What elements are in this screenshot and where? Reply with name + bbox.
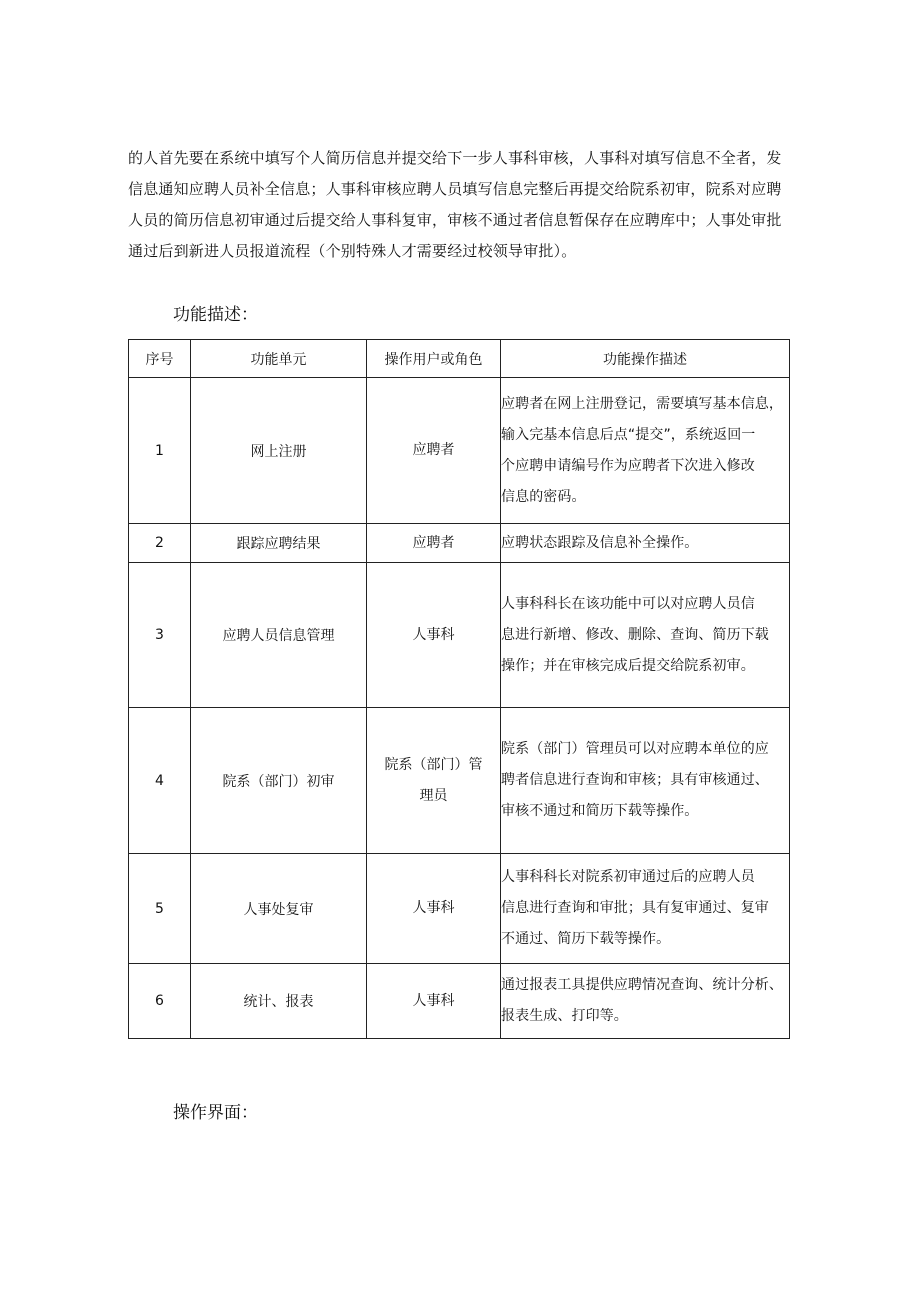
row-role — [367, 524, 501, 563]
desc-line: 院系（部门）管理员可以对应聘本单位的应 — [501, 741, 769, 757]
desc-line: 人事科科长对院系初审通过后的应聘人员 — [501, 869, 755, 885]
desc-line: 人事科科长在该功能中可以对应聘人员信 — [501, 595, 755, 612]
row-desc — [501, 378, 790, 524]
function-description-heading: 功能描述： — [173, 305, 258, 325]
row-role — [367, 378, 501, 524]
table-row — [129, 563, 790, 708]
desc-line: 输入完基本信息后点“提交”，系统返回一 — [501, 426, 756, 443]
role-line: 人事科 — [412, 900, 455, 916]
table-row — [129, 708, 790, 854]
intro-paragraph — [128, 143, 793, 267]
row-desc — [501, 524, 790, 563]
row-no: 3 — [129, 563, 191, 708]
role-line: 人事科 — [412, 626, 455, 643]
row-desc — [501, 563, 790, 708]
row-unit: 应聘人员信息管理 — [191, 563, 367, 708]
row-role — [367, 563, 501, 708]
row-unit: 网上注册 — [191, 378, 367, 524]
row-no: 5 — [129, 854, 191, 964]
desc-line: 应聘状态跟踪及信息补全操作。 — [501, 534, 699, 551]
role-line: 理员 — [419, 787, 448, 804]
row-desc — [501, 854, 790, 964]
row-role — [367, 964, 501, 1039]
role-line: 院系（部门）管 — [384, 756, 483, 773]
table-row — [129, 964, 790, 1039]
desc-line: 聘者信息进行查询和审核；具有审核通过、 — [501, 772, 769, 788]
row-role — [367, 708, 501, 854]
desc-line: 应聘者在网上注册登记，需要填写基本信息， — [501, 395, 783, 412]
role-line: 人事科 — [412, 992, 455, 1009]
desc-line: 报表生成、打印等。 — [501, 1008, 628, 1024]
function-table — [128, 339, 790, 1039]
row-role — [367, 854, 501, 964]
table-row — [129, 524, 790, 563]
table-row — [129, 378, 790, 524]
desc-line: 个应聘申请编号作为应聘者下次进入修改 — [501, 457, 755, 474]
header-unit: 功能单元 — [191, 340, 367, 378]
header-desc: 功能操作描述 — [501, 340, 790, 378]
row-no: 4 — [129, 708, 191, 854]
table-row — [129, 854, 790, 964]
row-unit: 院系（部门）初审 — [191, 708, 367, 854]
header-no: 序号 — [129, 340, 191, 378]
desc-line: 不通过、简历下载等操作。 — [501, 931, 671, 947]
row-desc — [501, 708, 790, 854]
desc-line: 审核不通过和简历下载等操作。 — [501, 803, 699, 819]
row-no: 6 — [129, 964, 191, 1039]
desc-line: 信息的密码。 — [501, 488, 586, 505]
paragraph-line: 信息通知应聘人员补全信息；人事科审核应聘人员填写信息完整后再提交给院系初审，院系对应聘 — [128, 180, 782, 198]
paragraph-line: 通过后到新进人员报道流程（个别特殊人才需要经过校领导审批）。 — [128, 242, 577, 260]
operation-ui-heading: 操作界面： — [173, 1103, 258, 1123]
row-unit: 跟踪应聘结果 — [191, 524, 367, 563]
paragraph-line: 的人首先要在系统中填写个人简历信息并提交给下一步人事科审核，人事科对填写信息不全者，发 — [128, 149, 782, 167]
desc-line: 息进行新增、修改、删除、查询、简历下载 — [501, 626, 769, 643]
row-unit: 统计、报表 — [191, 964, 367, 1039]
desc-line: 信息进行查询和审批；具有复审通过、复审 — [501, 900, 769, 916]
row-no: 2 — [129, 524, 191, 563]
role-line: 应聘者 — [412, 442, 455, 458]
desc-line: 通过报表工具提供应聘情况查询、统计分析、 — [501, 977, 783, 993]
role-line: 应聘者 — [412, 534, 455, 551]
table-header-row — [129, 340, 790, 378]
row-unit: 人事处复审 — [191, 854, 367, 964]
row-no: 1 — [129, 378, 191, 524]
header-role: 操作用户或角色 — [367, 340, 501, 378]
row-desc — [501, 964, 790, 1039]
desc-line: 操作；并在审核完成后提交给院系初审。 — [501, 657, 755, 674]
paragraph-line: 人员的简历信息初审通过后提交给人事科复审，审核不通过者信息暂保存在应聘库中；人事处审批 — [128, 211, 782, 229]
